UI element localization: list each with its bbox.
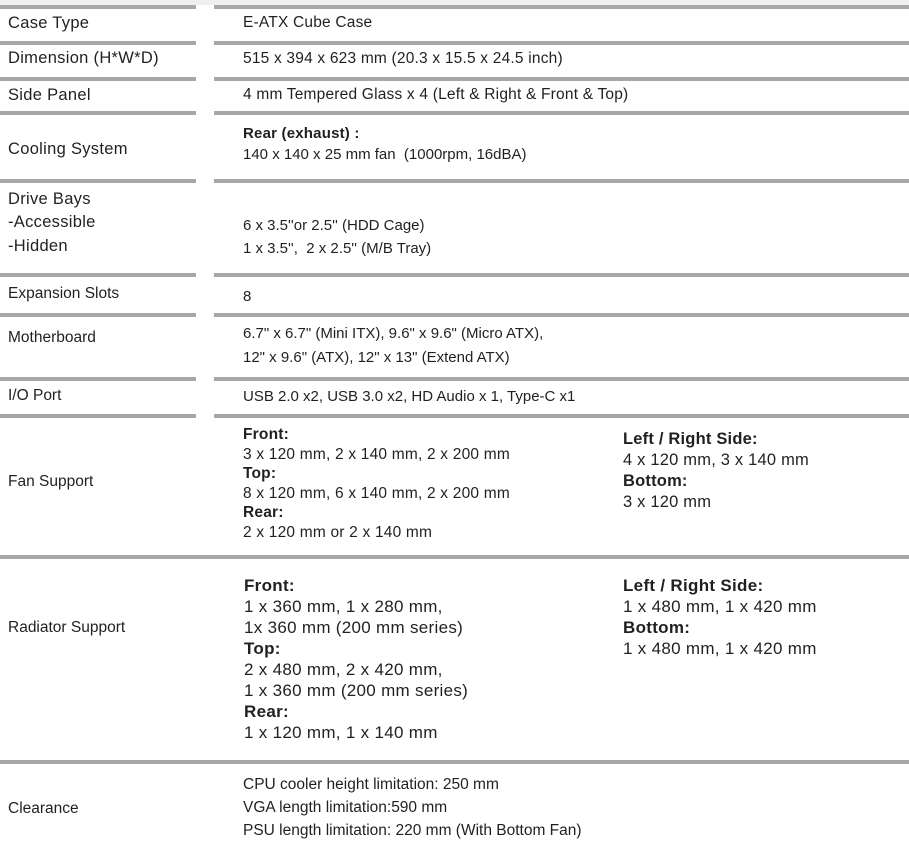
fan-support-left-column [243,425,510,542]
fan-side-value: 4 x 120 mm, 3 x 140 mm [623,451,809,469]
fan-bottom-heading: Bottom: [623,472,688,490]
radiator-top-value-line2: 1 x 360 mm (200 mm series) [244,681,469,700]
fan-top-heading: Top: [243,465,277,482]
row-label-clearance: Clearance [8,800,79,817]
clearance-cpu-cooler: CPU cooler height limitation: 250 mm [243,776,499,793]
divider [0,555,909,559]
divider [214,111,909,115]
row-value-motherboard-line2: 12" x 9.6" (ATX), 12" x 13" (Extend ATX) [243,349,510,366]
row-label-motherboard: Motherboard [8,329,96,346]
divider [0,377,196,381]
fan-bottom-value: 3 x 120 mm [623,493,712,511]
divider [0,414,196,418]
radiator-front-value-line2: 1x 360 mm (200 mm series) [244,618,464,637]
row-value-motherboard-line1: 6.7" x 6.7" (Mini ITX), 9.6" x 9.6" (Micro ATX), [243,325,544,342]
clearance-psu-length: PSU length limitation: 220 mm (With Bottom Fan) [243,822,582,839]
divider [214,77,909,81]
divider [0,273,196,277]
divider [0,111,196,115]
row-value-case-type: E-ATX Cube Case [243,14,373,31]
divider [0,41,196,45]
fan-support-right-column [623,429,809,513]
fan-top-value: 8 x 120 mm, 6 x 140 mm, 2 x 200 mm [243,484,510,502]
fan-front-value: 3 x 120 mm, 2 x 140 mm, 2 x 200 mm [243,445,510,463]
row-label-drive-bays-hidden: -Hidden [8,237,68,255]
row-label-case-type: Case Type [8,14,90,32]
divider [214,414,909,418]
row-value-dimension: 515 x 394 x 623 mm (20.3 x 15.5 x 24.5 inch) [243,50,563,67]
row-label-fan-support: Fan Support [8,473,94,490]
row-label-expansion-slots: Expansion Slots [8,285,120,302]
fan-front-heading: Front: [243,426,289,443]
radiator-front-heading: Front: [244,576,295,595]
radiator-side-heading: Left / Right Side: [623,576,764,595]
row-label-radiator-support: Radiator Support [8,619,126,636]
divider [0,313,196,317]
divider [214,377,909,381]
radiator-bottom-value: 1 x 480 mm, 1 x 420 mm [623,639,817,658]
radiator-side-value: 1 x 480 mm, 1 x 420 mm [623,597,817,616]
row-value-drive-bays-hidden: 1 x 3.5'', 2 x 2.5'' (M/B Tray) [243,240,432,257]
radiator-rear-heading: Rear: [244,702,289,721]
divider [214,313,909,317]
fan-side-heading: Left / Right Side: [623,430,758,448]
row-label-drive-bays: Drive Bays [8,190,91,208]
radiator-rear-value: 1 x 120 mm, 1 x 140 mm [244,723,438,742]
row-label-dimension: Dimension (H*W*D) [8,49,159,67]
divider [0,179,196,183]
row-value-io-port: USB 2.0 x2, USB 3.0 x2, HD Audio x 1, Type-C x1 [243,388,576,405]
radiator-bottom-heading: Bottom: [623,618,691,637]
divider [214,273,909,277]
fan-rear-heading: Rear: [243,504,284,521]
divider [0,5,196,9]
radiator-front-value-line1: 1 x 360 mm, 1 x 280 mm, [244,597,443,616]
row-label-cooling-system: Cooling System [8,140,128,158]
row-label-side-panel: Side Panel [8,86,91,104]
row-label-io-port: I/O Port [8,387,62,404]
row-label-drive-bays-accessible: -Accessible [8,213,96,231]
divider [0,760,909,764]
row-value-expansion-slots: 8 [243,288,252,305]
radiator-top-heading: Top: [244,639,281,658]
row-value-side-panel: 4 mm Tempered Glass x 4 (Left & Right & Front & Top) [243,86,629,103]
radiator-top-value-line1: 2 x 480 mm, 2 x 420 mm, [244,660,443,679]
fan-rear-value: 2 x 120 mm or 2 x 140 mm [243,523,433,541]
divider [214,41,909,45]
row-value-drive-bays-accessible: 6 x 3.5''or 2.5'' (HDD Cage) [243,217,425,234]
row-heading-cooling-rear: Rear (exhaust) : [243,125,360,142]
divider [214,5,909,9]
radiator-support-left-column [244,575,468,743]
divider [0,77,196,81]
divider [214,179,909,183]
radiator-support-right-column [623,575,817,659]
clearance-vga-length: VGA length limitation:590 mm [243,799,448,816]
row-value-cooling-system: 140 x 140 x 25 mm fan (1000rpm, 16dBA) [243,146,527,163]
